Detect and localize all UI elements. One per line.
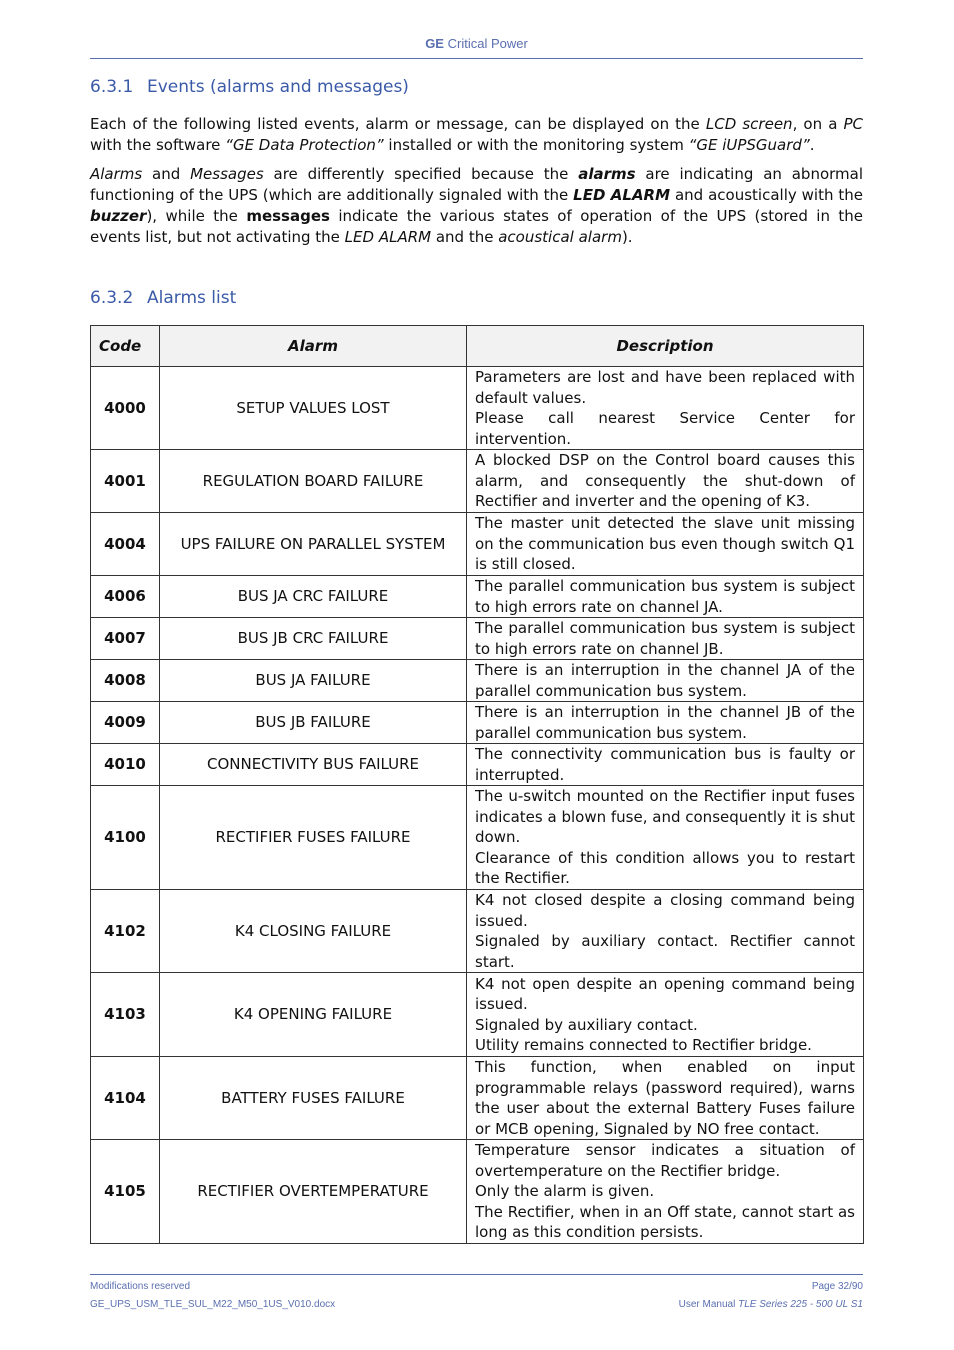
table-row [91, 890, 864, 973]
header-alarm: Alarm [160, 326, 467, 367]
table-row [91, 1057, 864, 1140]
text-run: messages [246, 207, 330, 225]
alarm-description [467, 660, 864, 702]
alarm-description [467, 1057, 864, 1140]
alarm-name: BUS JB CRC FAILURE [160, 618, 467, 660]
text-run: User Manual [678, 1299, 739, 1310]
section-title: Alarms list [147, 288, 237, 308]
text-run: ), while the [146, 207, 247, 225]
header-description: Description [467, 326, 864, 367]
description-line: Temperature sensor indicates a situation of overtemperature on the Rectifier bridge. [475, 1141, 855, 1180]
table-row [91, 744, 864, 786]
text-run: installed or with the monitoring system [383, 136, 689, 154]
text-run: Alarms [90, 165, 143, 183]
alarm-code: 4103 [91, 973, 160, 1057]
table-row [91, 1140, 864, 1244]
description-line: K4 not open despite an opening command being issued. [475, 974, 855, 1013]
description-line: The master unit detected the slave unit missing on the communication bus even though switch Q1 is still closed. [475, 514, 855, 574]
table-row [91, 367, 864, 450]
description-line: Clearance of this condition allows you to restart the Rectifier. [475, 848, 855, 888]
description-line: A blocked DSP on the Control board causes this alarm, and consequently the shut-down of Rectifier and inverter and the opening of K3. [475, 451, 855, 511]
table-row [91, 973, 864, 1057]
alarm-description [467, 576, 864, 618]
alarm-description [467, 890, 864, 973]
alarm-description [467, 1140, 864, 1244]
description-line: Utility remains connected to Rectifier bridge. [475, 1036, 812, 1054]
section-title: Events (alarms and messages) [147, 77, 409, 97]
description-line: The parallel communication bus system is subject to high errors rate on channel JB. [475, 619, 855, 658]
brand-logo: GE [425, 36, 444, 51]
alarm-code: 4001 [91, 450, 160, 513]
alarm-description [467, 450, 864, 513]
alarm-name: BUS JA FAILURE [160, 660, 467, 702]
alarm-code: 4007 [91, 618, 160, 660]
alarm-code: 4008 [91, 660, 160, 702]
text-run: “GE iUPSGuard” [688, 136, 810, 154]
table-row [91, 576, 864, 618]
alarm-name: BUS JA CRC FAILURE [160, 576, 467, 618]
section-heading-alarms [90, 288, 236, 308]
alarms-messages-paragraph [90, 164, 863, 248]
alarm-description [467, 744, 864, 786]
text-run: and acoustically with the [670, 186, 864, 204]
text-run: with the software [90, 136, 226, 154]
header-code: Code [91, 326, 160, 367]
alarm-code: 4105 [91, 1140, 160, 1244]
alarm-description [467, 702, 864, 744]
text-run: LED ALARM [344, 228, 432, 246]
alarm-name: UPS FAILURE ON PARALLEL SYSTEM [160, 513, 467, 576]
alarm-name: K4 OPENING FAILURE [160, 973, 467, 1057]
table-row [91, 618, 864, 660]
section-heading-events [90, 77, 409, 97]
intro-paragraph [90, 114, 863, 156]
text-run: “GE Data Protection” [225, 136, 384, 154]
alarms-table-body [91, 367, 864, 1244]
text-run: Messages [190, 165, 264, 183]
alarm-code: 4009 [91, 702, 160, 744]
description-line: There is an interruption in the channel JB of the parallel communication bus system. [475, 703, 855, 742]
description-line: Signaled by auxiliary contact. Rectifier cannot start. [475, 932, 855, 971]
table-row [91, 660, 864, 702]
alarm-name: CONNECTIVITY BUS FAILURE [160, 744, 467, 786]
page-header [90, 36, 863, 59]
alarm-code: 4006 [91, 576, 160, 618]
description-line: There is an interruption in the channel JA of the parallel communication bus system. [475, 661, 855, 700]
text-run: and [142, 165, 191, 183]
table-header-row [91, 326, 864, 367]
footer-filename: GE_UPS_USM_TLE_SUL_M22_M50_1US_V010.docx [90, 1299, 336, 1310]
table-row [91, 702, 864, 744]
description-line: The connectivity communication bus is faulty or interrupted. [475, 745, 855, 784]
footer-divider [90, 1274, 863, 1275]
footer-page-number: Page 32/90 [811, 1281, 863, 1292]
text-run: indicate the various states of operation of the UPS (stored in the events list, but not activating the [90, 207, 863, 246]
table-row [91, 450, 864, 513]
alarm-description [467, 973, 864, 1057]
alarm-description [467, 367, 864, 450]
alarm-name: BATTERY FUSES FAILURE [160, 1057, 467, 1140]
alarm-name: REGULATION BOARD FAILURE [160, 450, 467, 513]
text-run: . [809, 136, 815, 154]
description-line: Parameters are lost and have been replaced with default values. [475, 368, 855, 407]
alarm-name: RECTIFIER OVERTEMPERATURE [160, 1140, 467, 1244]
text-run: , on a [792, 115, 844, 133]
text-run: LCD screen [705, 115, 793, 133]
alarm-name: SETUP VALUES LOST [160, 367, 467, 450]
alarm-description [467, 618, 864, 660]
description-line: The parallel communication bus system is subject to high errors rate on channel JA. [475, 577, 855, 616]
alarm-name: BUS JB FAILURE [160, 702, 467, 744]
header-title: Critical Power [447, 36, 528, 51]
text-run: are differently specified because the [263, 165, 579, 183]
section-number: 6.3.1 [90, 77, 134, 97]
text-run: buzzer [90, 207, 147, 225]
footer-modifications: Modifications reserved [90, 1281, 191, 1292]
alarm-code: 4004 [91, 513, 160, 576]
description-line: K4 not closed despite a closing command being issued. [475, 891, 855, 930]
text-run: ). [621, 228, 633, 246]
text-run: LED ALARM [573, 186, 671, 204]
description-line: Signaled by auxiliary contact. [475, 1015, 698, 1034]
description-line: This function, when enabled on input programmable relays (password required), warns the user about the external Battery Fuses failure or MCB opening, Signaled by NO free contact. [475, 1058, 855, 1138]
table-row [91, 513, 864, 576]
section-number: 6.3.2 [90, 288, 134, 308]
alarm-code: 4000 [91, 367, 160, 450]
description-line: The u-switch mounted on the Rectifier input fuses indicates a blown fuse, and consequently it is shut down. [475, 787, 855, 847]
text-run: acoustical alarm [498, 228, 622, 246]
alarm-name: RECTIFIER FUSES FAILURE [160, 786, 467, 890]
text-run: alarms [578, 165, 636, 183]
text-run: PC [843, 115, 864, 133]
alarm-name: K4 CLOSING FAILURE [160, 890, 467, 973]
text-run: and the [431, 228, 499, 246]
alarm-description [467, 513, 864, 576]
table-row [91, 786, 864, 890]
alarm-description [467, 786, 864, 890]
description-line: Only the alarm is given. [475, 1182, 655, 1201]
description-line: Please call nearest Service Center for intervention. [475, 409, 855, 448]
text-run: Each of the following listed events, alarm or message, can be displayed on the [90, 115, 706, 133]
alarm-code: 4104 [91, 1057, 160, 1140]
description-line: The Rectifier, when in an Off state, cannot start as long as this condition persists. [475, 1202, 855, 1242]
text-run: TLE Series 225 - 500 UL S1 [738, 1299, 863, 1310]
text-run: are indicating an abnormal functioning of the UPS (which are additionally signaled with the [90, 165, 863, 204]
footer-manual-title [679, 1299, 863, 1310]
alarm-code: 4102 [91, 890, 160, 973]
alarms-table [90, 325, 864, 1244]
alarm-code: 4100 [91, 786, 160, 890]
alarm-code: 4010 [91, 744, 160, 786]
